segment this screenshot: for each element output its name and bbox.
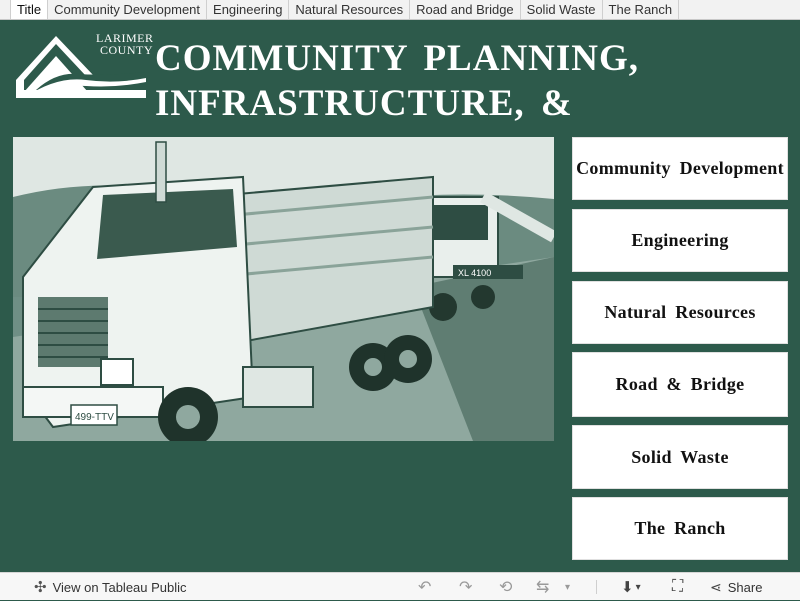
road-and-bridge-button[interactable]: Road & Bridge bbox=[572, 352, 788, 417]
natural-resources-button[interactable]: Natural Resources bbox=[572, 281, 788, 344]
tab-the-ranch[interactable]: The Ranch bbox=[603, 0, 680, 19]
refresh-dropdown[interactable] bbox=[565, 573, 570, 601]
dashboard bbox=[0, 20, 800, 572]
truck-plate: 499-TTV bbox=[75, 412, 114, 423]
sheet-tab-bar bbox=[0, 0, 800, 20]
logo-text bbox=[96, 32, 154, 56]
title-line-1: COMMUNITY PLANNING, bbox=[155, 38, 640, 79]
fullscreen-button[interactable] bbox=[672, 573, 683, 601]
toolbar-divider bbox=[596, 580, 597, 594]
tab-natural-resources[interactable]: Natural Resources bbox=[289, 0, 410, 19]
fullscreen-icon: ⛶ bbox=[672, 578, 684, 595]
logo-line-1: LARIMER bbox=[96, 31, 154, 45]
download-icon: ⬇ bbox=[621, 579, 634, 596]
loader-label: XL 4100 bbox=[458, 268, 492, 278]
chevron-down-icon: ▾ bbox=[565, 581, 571, 593]
engineering-button[interactable]: Engineering bbox=[572, 209, 788, 272]
download-button[interactable] bbox=[621, 573, 641, 601]
tab-engineering[interactable]: Engineering bbox=[207, 0, 289, 19]
revert-button[interactable] bbox=[499, 573, 512, 601]
undo-button[interactable] bbox=[418, 573, 431, 601]
redo-button[interactable] bbox=[459, 573, 472, 601]
tab-road-and-bridge[interactable]: Road and Bridge bbox=[410, 0, 521, 19]
logo-line-2: COUNTY bbox=[100, 43, 153, 57]
tableau-toolbar bbox=[0, 572, 800, 600]
the-ranch-button[interactable]: The Ranch bbox=[572, 497, 788, 560]
view-on-tableau-public-label: View on Tableau Public bbox=[52, 579, 187, 595]
page-title bbox=[155, 36, 639, 126]
share-label: Share bbox=[727, 579, 763, 595]
share-button[interactable] bbox=[710, 573, 762, 601]
refresh-icon: ⇆ bbox=[536, 579, 550, 596]
redo-icon: ↷ bbox=[459, 579, 473, 596]
share-icon: ⋖ bbox=[710, 578, 722, 595]
tab-solid-waste[interactable]: Solid Waste bbox=[521, 0, 603, 19]
solid-waste-button[interactable]: Solid Waste bbox=[572, 425, 788, 489]
chevron-down-icon: ▾ bbox=[635, 581, 641, 593]
title-line-2: INFRASTRUCTURE, & bbox=[155, 83, 573, 124]
tableau-logo-icon: ✣ bbox=[34, 579, 47, 596]
undo-icon: ↶ bbox=[418, 579, 432, 596]
truck-illustration bbox=[13, 137, 554, 441]
community-development-button[interactable]: Community Development bbox=[572, 137, 788, 200]
tab-community-development[interactable]: Community Development bbox=[48, 0, 207, 19]
view-on-tableau-public-link[interactable] bbox=[34, 573, 187, 601]
tab-title[interactable]: Title bbox=[10, 0, 48, 19]
revert-icon: ⟲ bbox=[499, 579, 513, 596]
dump-truck-photo bbox=[13, 137, 554, 441]
refresh-button[interactable] bbox=[536, 573, 549, 601]
